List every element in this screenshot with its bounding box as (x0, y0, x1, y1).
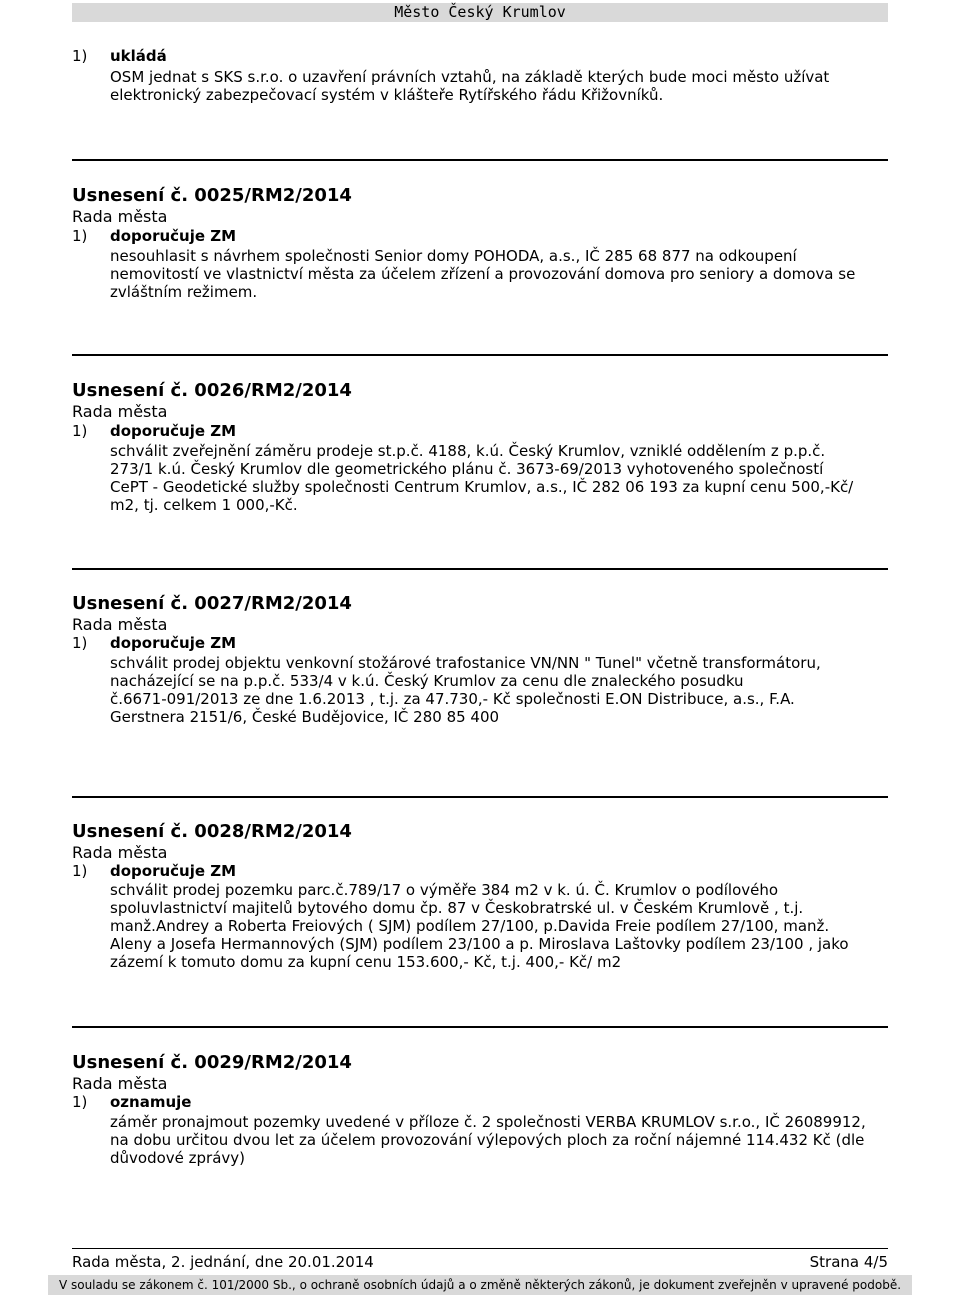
item-number: 1) (72, 862, 88, 880)
footer-page-number: Strana 4/5 (809, 1253, 888, 1271)
resolution-title: Usnesení č. 0029/RM2/2014 (72, 1052, 352, 1073)
item-line: schválit prodej pozemku parc.č.789/17 o výměře 384 m2 v k. ú. Č. Krumlov o podílového (110, 881, 779, 899)
item-line: elektronický zabezpečovací systém v klášteře Rytířského řádu Křižovníků. (110, 86, 664, 104)
resolution-body: Rada města (72, 843, 168, 862)
item-line: na dobu určitou dvou let za účelem provozování výlepových ploch za roční nájemné 114.432 Kč (dle (110, 1131, 865, 1149)
item-line: Gerstnera 2151/6, České Budějovice, IČ 280 85 400 (110, 708, 500, 726)
separator (72, 796, 888, 798)
footer-rule (72, 1248, 888, 1249)
page-header: Město Český Krumlov (72, 3, 888, 22)
footer-notice: V souladu se zákonem č. 101/2000 Sb., o ochraně osobních údajů a o změně některých zákonů, je dokument zveřejněn v upravené podobě. (48, 1275, 912, 1295)
item-line: nacházející se na p.p.č. 533/4 v k.ú. Český Krumlov za cenu dle znaleckého posudku (110, 672, 744, 690)
item-line: spoluvlastnictví majitelů bytového domu čp. 87 v Českobratrské ul. v Českém Krumlově , t.j. (110, 899, 804, 917)
item-verb: doporučuje ZM (110, 634, 237, 652)
item-line: schválit zveřejnění záměru prodeje st.p.č. 4188, k.ú. Český Krumlov, vzniklé oddělením z p.p.č. (110, 442, 826, 460)
resolution-body: Rada města (72, 402, 168, 421)
item-line: manž.Andrey a Roberta Freiových ( SJM) podílem 27/100, p.Davida Freie podílem 27/100, manž. (110, 917, 830, 935)
item-number: 1) (72, 422, 88, 440)
separator (72, 159, 888, 161)
item-line: OSM jednat s SKS s.r.o. o uzavření právních vztahů, na základě kterých bude moci město užívat (110, 68, 830, 86)
item-line: Aleny a Josefa Hermannových (SJM) podílem 23/100 a p. Miroslava Laštovky podílem 23/100 , jako (110, 935, 849, 953)
item-line: CePT - Geodetické služby společnosti Centrum Krumlov, a.s., IČ 282 06 193 za kupní cenu 500,-Kč/ (110, 478, 854, 496)
item-line: 273/1 k.ú. Český Krumlov dle geometrického plánu č. 3673-69/2013 vyhotoveného společností (110, 460, 824, 478)
item-line: zvláštním režimem. (110, 283, 258, 301)
resolution-body: Rada města (72, 1074, 168, 1093)
resolution-title: Usnesení č. 0028/RM2/2014 (72, 821, 352, 842)
resolution-title: Usnesení č. 0026/RM2/2014 (72, 380, 352, 401)
item-verb: doporučuje ZM (110, 862, 237, 880)
resolution-title: Usnesení č. 0027/RM2/2014 (72, 593, 352, 614)
item-number: 1) (72, 47, 88, 65)
resolution-body: Rada města (72, 615, 168, 634)
footer-meeting: Rada města, 2. jednání, dne 20.01.2014 (72, 1253, 374, 1271)
item-line: schválit prodej objektu venkovní stožárové trafostanice VN/NN " Tunel" včetně transformátoru, (110, 654, 821, 672)
separator (72, 354, 888, 356)
item-line: nemovitostí ve vlastnictví města za účelem zřízení a provozování domova pro seniory a domova se (110, 265, 856, 283)
separator (72, 568, 888, 570)
item-line: m2, tj. celkem 1 000,-Kč. (110, 496, 298, 514)
item-line: důvodové zprávy) (110, 1149, 246, 1167)
item-verb: doporučuje ZM (110, 422, 237, 440)
item-number: 1) (72, 1093, 88, 1111)
resolution-title: Usnesení č. 0025/RM2/2014 (72, 185, 352, 206)
item-verb: doporučuje ZM (110, 227, 237, 245)
resolution-body: Rada města (72, 207, 168, 226)
item-line: záměr pronajmout pozemky uvedené v příloze č. 2 společnosti VERBA KRUMLOV s.r.o., IČ 26089912, (110, 1113, 866, 1131)
item-line: č.6671-091/2013 ze dne 1.6.2013 , t.j. za 47.730,- Kč společnosti E.ON Distribuce, a.s., F.A. (110, 690, 795, 708)
item-number: 1) (72, 227, 88, 245)
item-verb: ukládá (110, 47, 167, 65)
separator (72, 1026, 888, 1028)
item-line: nesouhlasit s návrhem společnosti Senior domy POHODA, a.s., IČ 285 68 877 na odkoupení (110, 247, 797, 265)
item-line: zázemí k tomuto domu za kupní cenu 153.600,- Kč, t.j. 400,- Kč/ m2 (110, 953, 622, 971)
item-number: 1) (72, 634, 88, 652)
item-verb: oznamuje (110, 1093, 192, 1111)
